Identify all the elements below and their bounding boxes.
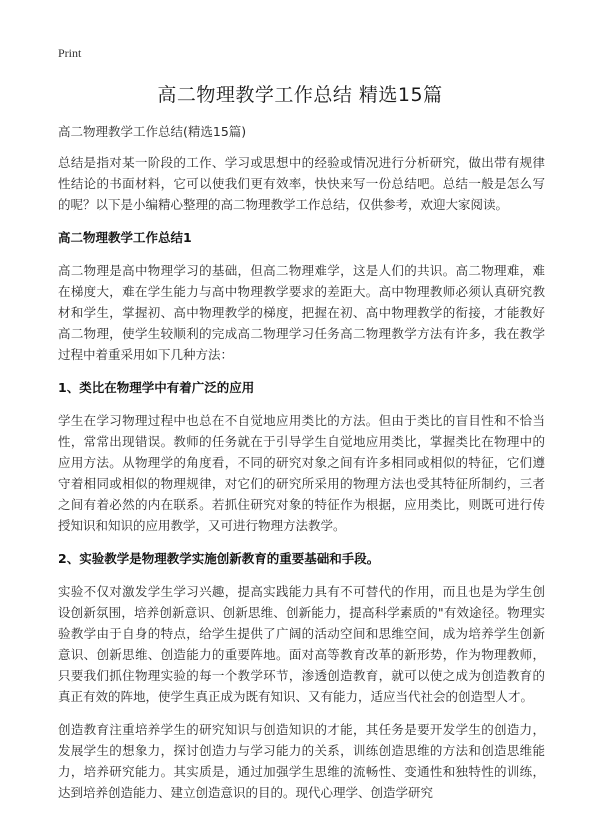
point-heading: 1、类比在物理学中有着广泛的应用 [58, 380, 255, 395]
page-title: 高二物理教学工作总结 精选15篇 [157, 84, 443, 106]
print-label: Print [58, 46, 82, 60]
point-paragraph: 学生在学习物理过程中也总在不自觉地应用类比的方法。但由于类比的盲目性和不恰当性，常常出现错误。教师的任务就在于引导学生自觉地应用类比，掌握类比在物理中的应用方法。从物理学的角度看，不同的研究对象之间有许多相同或相似的特征，它们遵守着相同或相似的物理规律，对它们的研究所采用的物理方法也受其特征所制约，三者之间有着必然的内在联系。若抓住研究对象的特征作为根据，应用类比，则既可进行传授知识和知识的应用教学，又可进行物理方法教学。 [58, 413, 545, 533]
section-paragraph: 高二物理是高中物理学习的基础，但高二物理难学，这是人们的共识。高二物理难，难在梯度大，难在学生能力与高中物理教学要求的差距大。高中物理教师必须认真研究教材和学生，掌握初、高中物理教学的梯度，把握在初、高中物理教学的衔接，才能教好高二物理，使学生较顺利的完成高二物理学习任务高二物理教学方法有许多，我在教学过程中着重采用如下几种方法： [58, 263, 545, 362]
point-paragraph: 实验不仅对激发学生学习兴趣，提高实践能力具有不可替代的作用，而且也是为学生创设创新氛围，培养创新意识、创新思维、创新能力，提高科学素质的"有效途径。物理实验教学由于自身的特点，给学生提供了广阔的活动空间和思维空间，成为培养学生创新意识、创新思维、创造能力的重要阵地。面对高等教育改革的新形势，作为物理教师，只要我们抓住物理实验的每一个教学环节，渗透创造教育，就可以使之成为创造教育的真正有效的阵地，使学生真正成为既有知识、又有能力，适应当代社会的创造型人才。 [58, 584, 545, 704]
point-heading: 2、实验教学是物理教学实施创新教育的重要基础和手段。 [58, 551, 380, 566]
intro-paragraph: 总结是指对某一阶段的工作、学习或思想中的经验或情况进行分析研究，做出带有规律性结论的书面材料，它可以使我们更有效率，快快来写一份总结吧。总结一般是怎么写的呢？以下是小编精心整理的高二物理教学工作总结，仅供参考，欢迎大家阅读。 [58, 155, 545, 212]
document-body [58, 121, 545, 815]
document-subtitle: 高二物理教学工作总结(精选15篇) [58, 124, 247, 139]
point-paragraph: 创造教育注重培养学生的研究知识与创造知识的才能，其任务是要开发学生的创造力，发展学生的想象力，探讨创造力与学习能力的关系，训练创造思维的方法和创造思维能力，培养研究能力。其实质是，通过加强学生思维的流畅性、变通性和独特性的训练，达到培养创造能力、建立创造意识的目的。现代心理学、创造学研究 [58, 722, 545, 800]
section-heading: 高二物理教学工作总结1 [58, 230, 192, 245]
